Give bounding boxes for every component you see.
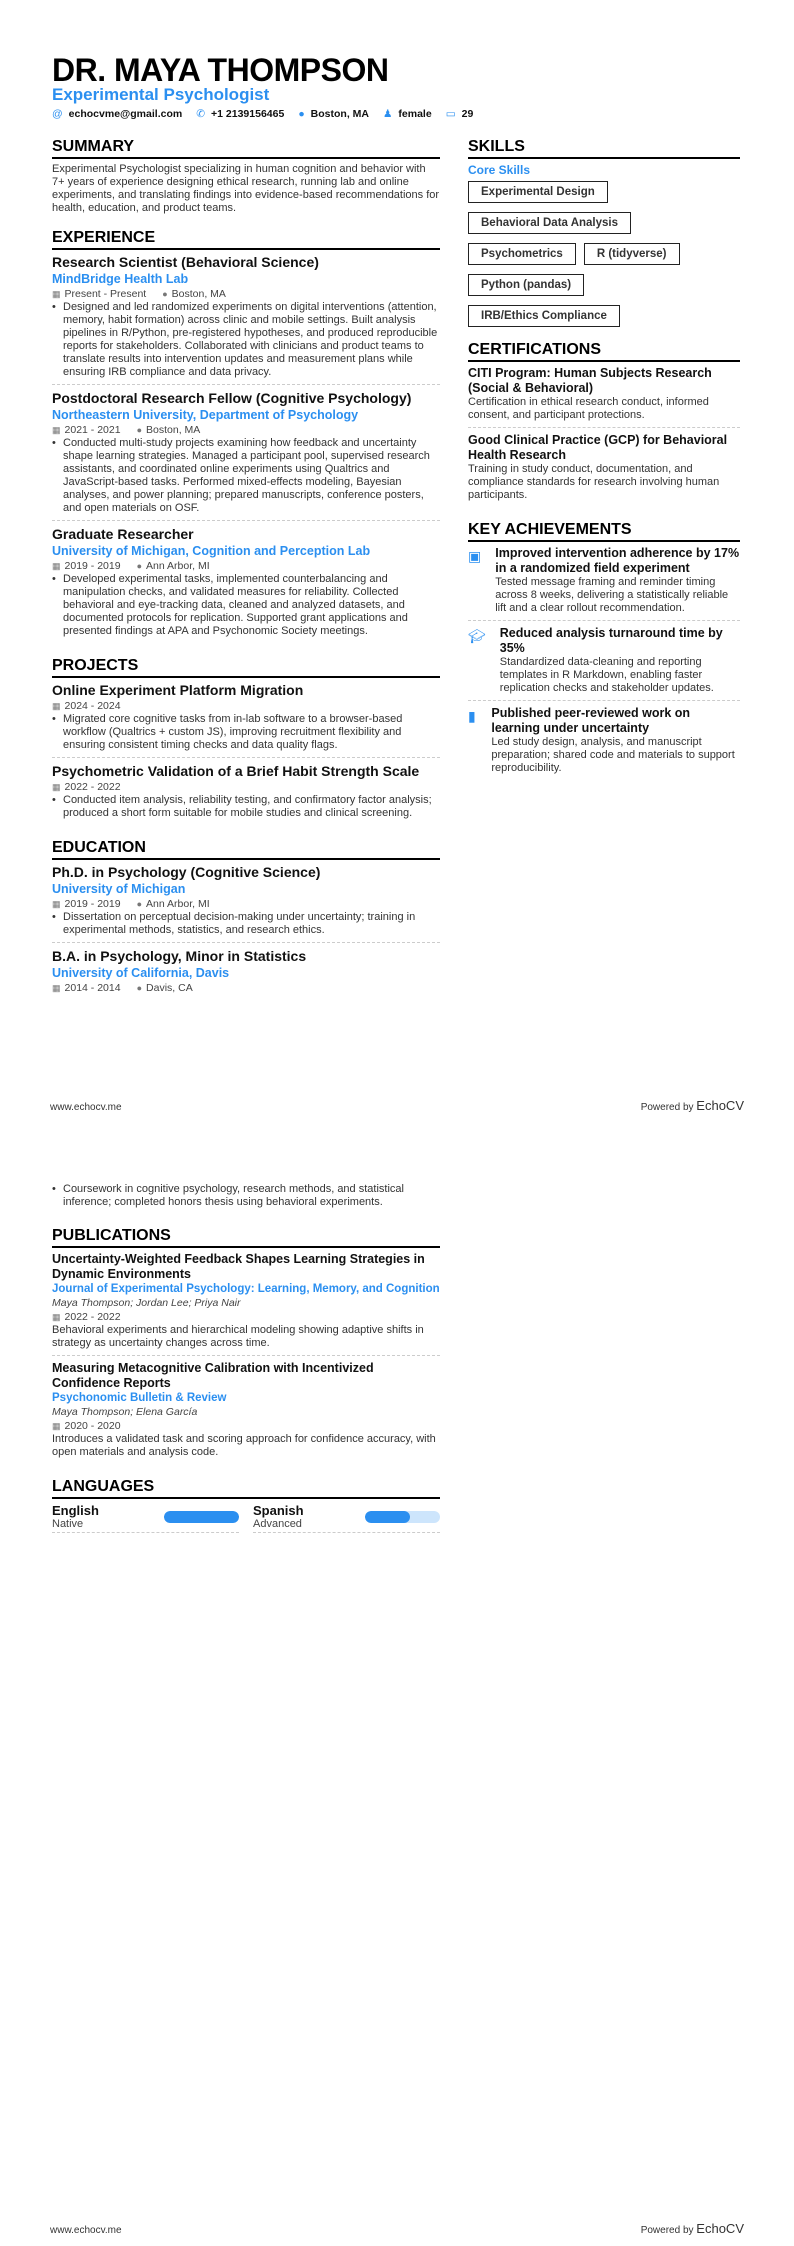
user-icon: ♟: [382, 108, 393, 120]
achievement-item: [468, 706, 740, 780]
experience-item: [52, 390, 440, 521]
powered-by: Powered by: [640, 1102, 694, 1113]
left-column: [52, 138, 440, 1014]
dates-text: 2022 - 2022: [64, 781, 121, 793]
degree: Ph.D. in Psychology (Cognitive Science): [52, 864, 321, 880]
dates: [52, 897, 121, 911]
achievement-item: [468, 546, 740, 621]
dates: [52, 1310, 121, 1324]
document-icon: ▮: [468, 708, 476, 724]
skill-tag: R (tidyverse): [584, 243, 680, 265]
at-icon: @: [52, 108, 63, 120]
dates: [52, 287, 146, 301]
location-text: Davis, CA: [146, 982, 193, 994]
achievement-title: Improved intervention adherence by 17% in a randomized field experiment: [495, 546, 740, 575]
certification-item: [468, 366, 740, 428]
calendar-icon: ▦: [52, 899, 61, 909]
achievements-section: [468, 521, 740, 780]
dates-text: 2019 - 2019: [64, 560, 121, 572]
proficiency-fill: [365, 1511, 410, 1523]
projects-section: [52, 657, 440, 825]
brand-name[interactable]: EchoCV: [696, 2221, 744, 2236]
languages-section: [52, 1478, 440, 1533]
location-text: Boston, MA: [310, 108, 369, 120]
calendar-icon: ▦: [52, 561, 61, 571]
language-level: Native: [52, 1518, 84, 1530]
location-icon: ●: [298, 108, 305, 120]
contact-email[interactable]: [52, 108, 182, 120]
location: [137, 897, 210, 911]
achievement-desc: Tested message framing and reminder timing across 8 weeks, delivering a statistically reliable lift and a clear rollout recommendation.: [495, 576, 729, 614]
section-heading: SKILLS: [468, 138, 740, 159]
contact-phone[interactable]: [196, 108, 284, 120]
dates: [52, 1419, 121, 1433]
location: [137, 423, 201, 437]
location-text: Ann Arbor, MI: [146, 898, 210, 910]
bullet: • Dissertation on perceptual decision-making under uncertainty; training in experimental methods, statistics, and research ethics.: [52, 911, 440, 937]
authors: Maya Thompson; Jordan Lee; Priya Nair: [52, 1297, 241, 1309]
phone-text: +1 2139156465: [211, 108, 285, 120]
project-title: Psychometric Validation of a Brief Habit Strength Scale: [52, 763, 420, 779]
section-heading: EDUCATION: [52, 839, 440, 860]
publications-section: [52, 1227, 440, 1464]
location: [162, 287, 226, 301]
skill-tag: IRB/Ethics Compliance: [468, 305, 620, 327]
achievement-desc: Standardized data-cleaning and reporting templates in R Markdown, enabling faster replication checks and stakeholder updates.: [499, 656, 714, 694]
footer-url[interactable]: www.echocv.me: [50, 2225, 122, 2236]
journal: Psychonomic Bulletin & Review: [52, 1392, 227, 1404]
dates: [52, 423, 121, 437]
certification-desc: Training in study conduct, documentation, and compliance standards for research involving human participants.: [468, 463, 720, 501]
employer: Northeastern University, Department of Psychology: [52, 408, 359, 422]
project-title: Online Experiment Platform Migration: [52, 682, 304, 698]
location-icon: ●: [136, 983, 143, 993]
dates-text: Present - Present: [64, 288, 147, 300]
publication-desc: Introduces a validated task and scoring approach for confidence accuracy, with open materials and analysis code.: [52, 1433, 436, 1458]
project-item: [52, 763, 440, 825]
education-item: [52, 948, 440, 1000]
summary-section: [52, 138, 440, 215]
bullet: • Conducted item analysis, reliability testing, and confirmatory factor analysis; produced a short form suitable for mobile studies and clinical screening.: [52, 794, 440, 820]
dates-text: 2014 - 2014: [64, 982, 121, 994]
publication-desc: Behavioral experiments and hierarchical modeling showing adaptive shifts in strategy as uncertainty changes across time.: [52, 1324, 424, 1349]
school: University of California, Davis: [52, 966, 230, 980]
certification-desc: Certification in ethical research conduct, informed consent, and participant protections.: [468, 396, 709, 421]
location-text: Boston, MA: [171, 288, 226, 300]
contact-age: [446, 108, 474, 120]
right-column: [468, 138, 740, 794]
location-icon: ●: [136, 561, 143, 571]
certifications-section: [468, 341, 740, 507]
dates-text: 2020 - 2020: [64, 1420, 121, 1432]
bullet: • Coursework in cognitive psychology, research methods, and statistical inference; completed honors thesis using behavioral experiments.: [52, 1183, 440, 1209]
language-name: Spanish: [253, 1503, 304, 1518]
employer: University of Michigan, Cognition and Perception Lab: [52, 544, 371, 558]
location-icon: ●: [136, 425, 143, 435]
graduation-cap-icon: 🎓︎: [468, 628, 486, 644]
phone-icon: ✆: [196, 108, 206, 120]
degree: B.A. in Psychology, Minor in Statistics: [52, 948, 307, 964]
skill-tag: Python (pandas): [468, 274, 584, 296]
skill-tag: Psychometrics: [468, 243, 576, 265]
dates-text: 2019 - 2019: [64, 898, 121, 910]
page-footer: [50, 2221, 744, 2236]
certification-item: [468, 433, 740, 507]
candidate-title: Experimental Psychologist: [52, 85, 270, 104]
dates-text: 2022 - 2022: [64, 1311, 121, 1323]
calendar-chart-icon: ▣: [468, 548, 482, 564]
calendar-icon: ▦: [52, 1421, 61, 1431]
bullet: • Designed and led randomized experiments on digital interventions (attention, memory, habit formation) across clinic and mobile settings. Built analysis pipelines in R/Python, pre-registered hypotheses, and produced reproducible reports for stakeholders. Collaborated with clinicians and product teams to translate results into intervention updates and measurement plans while ensuring IRB compliance and data privacy.: [52, 301, 440, 379]
publication-title: Uncertainty-Weighted Feedback Shapes Learning Strategies in Dynamic Environments: [52, 1252, 425, 1281]
location-icon: ●: [136, 899, 143, 909]
contact-row: [52, 108, 473, 120]
contact-location: [298, 108, 369, 120]
age-text: 29: [461, 108, 474, 120]
footer-url[interactable]: www.echocv.me: [50, 1102, 122, 1113]
certification-title: CITI Program: Human Subjects Research (Social & Behavioral): [468, 366, 712, 395]
skills-section: [468, 138, 740, 327]
proficiency-fill: [164, 1511, 239, 1523]
journal: Journal of Experimental Psychology: Learning, Memory, and Cognition: [52, 1283, 440, 1295]
location: [137, 981, 193, 995]
publication-title: Measuring Metacognitive Calibration with Incentivized Confidence Reports: [52, 1361, 374, 1390]
experience-item: [52, 254, 440, 385]
job-title: Graduate Researcher: [52, 526, 194, 542]
candidate-name: DR. MAYA THOMPSON: [52, 52, 389, 88]
experience-section: [52, 229, 440, 643]
gender-text: female: [398, 108, 432, 120]
section-heading: EXPERIENCE: [52, 229, 440, 250]
contact-gender: [383, 108, 432, 120]
section-heading: PUBLICATIONS: [52, 1227, 440, 1248]
section-heading: CERTIFICATIONS: [468, 341, 740, 362]
skills-group-label: Core Skills: [468, 163, 531, 177]
language-item: [52, 1503, 239, 1533]
location: [137, 559, 210, 573]
section-heading: SUMMARY: [52, 138, 440, 159]
dates: [52, 559, 121, 573]
project-item: [52, 682, 440, 758]
calendar-icon: ▦: [52, 701, 61, 711]
education-item: [52, 864, 440, 943]
skill-tag: Experimental Design: [468, 181, 608, 203]
language-level: Advanced: [253, 1518, 302, 1530]
bullet: • Migrated core cognitive tasks from in-lab software to a browser-based workflow (Qualtrics + custom JS), improving recruitment flexibility and ensuring consistent timing checks and data quality flags.: [52, 713, 440, 752]
certification-title: Good Clinical Practice (GCP) for Behavioral Health Research: [468, 433, 728, 462]
section-heading: LANGUAGES: [52, 1478, 440, 1499]
publication-item: [52, 1361, 440, 1464]
dates-text: 2024 - 2024: [64, 700, 121, 712]
achievement-desc: Led study design, analysis, and manuscript preparation; shared code and materials to support reproducibility.: [491, 736, 735, 774]
page-footer: [50, 1098, 744, 1113]
summary-text: Experimental Psychologist specializing in human cognition and behavior with 7+ years of experience designing ethical research, running lab and online experiments, and translating findings into evidence-based recommendations for health, education, and product teams.: [52, 163, 440, 214]
dates: [52, 699, 121, 713]
proficiency-bar: [365, 1511, 440, 1523]
brand-name[interactable]: EchoCV: [696, 1098, 744, 1113]
skill-tags: [468, 181, 740, 327]
location-icon: ●: [162, 289, 168, 299]
publication-item: [52, 1252, 440, 1356]
powered-by: Powered by: [640, 2225, 694, 2236]
dates: [52, 981, 121, 995]
achievement-title: Reduced analysis turnaround time by 35%: [499, 626, 723, 655]
school: University of Michigan: [52, 882, 186, 896]
section-heading: KEY ACHIEVEMENTS: [468, 521, 740, 542]
achievement-item: [468, 626, 740, 701]
dates: [52, 780, 121, 794]
education-section: [52, 839, 440, 1000]
achievement-title: Published peer-reviewed work on learning under uncertainty: [491, 706, 691, 735]
calendar-icon: ▦: [52, 289, 61, 299]
language-name: English: [52, 1503, 99, 1518]
calendar-icon: ▦: [52, 425, 61, 435]
bullet: • Conducted multi-study projects examining how feedback and uncertainty shape learning strategies. Managed a participant pool, supervised research assistants, and coordinated online experiments using Qualtrics and JavaScript-based tasks. Performed mixed-effects modeling, Bayesian analyses, and power planning; prepared manuscripts, conference posters, and open materials on OSF.: [52, 437, 440, 515]
language-item: [253, 1503, 440, 1533]
location-text: Ann Arbor, MI: [146, 560, 210, 572]
job-title: Postdoctoral Research Fellow (Cognitive Psychology): [52, 390, 412, 406]
job-title: Research Scientist (Behavioral Science): [52, 254, 319, 270]
authors: Maya Thompson; Elena García: [52, 1406, 198, 1418]
section-heading: PROJECTS: [52, 657, 440, 678]
page-2: [0, 1123, 794, 2246]
experience-item: [52, 526, 440, 643]
left-column: [52, 1183, 440, 1547]
location-text: Boston, MA: [146, 424, 201, 436]
email-text: echocvme@gmail.com: [68, 108, 183, 120]
bullet: • Developed experimental tasks, implemented counterbalancing and manipulation checks, and validated measures for reliability. Collected behavioral and eye-tracking data, cleaned and analyzed datasets, and documented protocols for replication. Supported grant applications and presented findings at APA and Psychonomic Society meetings.: [52, 573, 440, 638]
calendar-icon: ▦: [52, 782, 61, 792]
dates-text: 2021 - 2021: [64, 424, 121, 436]
calendar-icon: ▦: [52, 1312, 61, 1322]
skill-tag: Behavioral Data Analysis: [468, 212, 631, 234]
calendar-icon: ▦: [52, 983, 61, 993]
employer: MindBridge Health Lab: [52, 272, 189, 286]
proficiency-bar: [164, 1511, 239, 1523]
calendar-icon: ▭: [445, 108, 456, 120]
